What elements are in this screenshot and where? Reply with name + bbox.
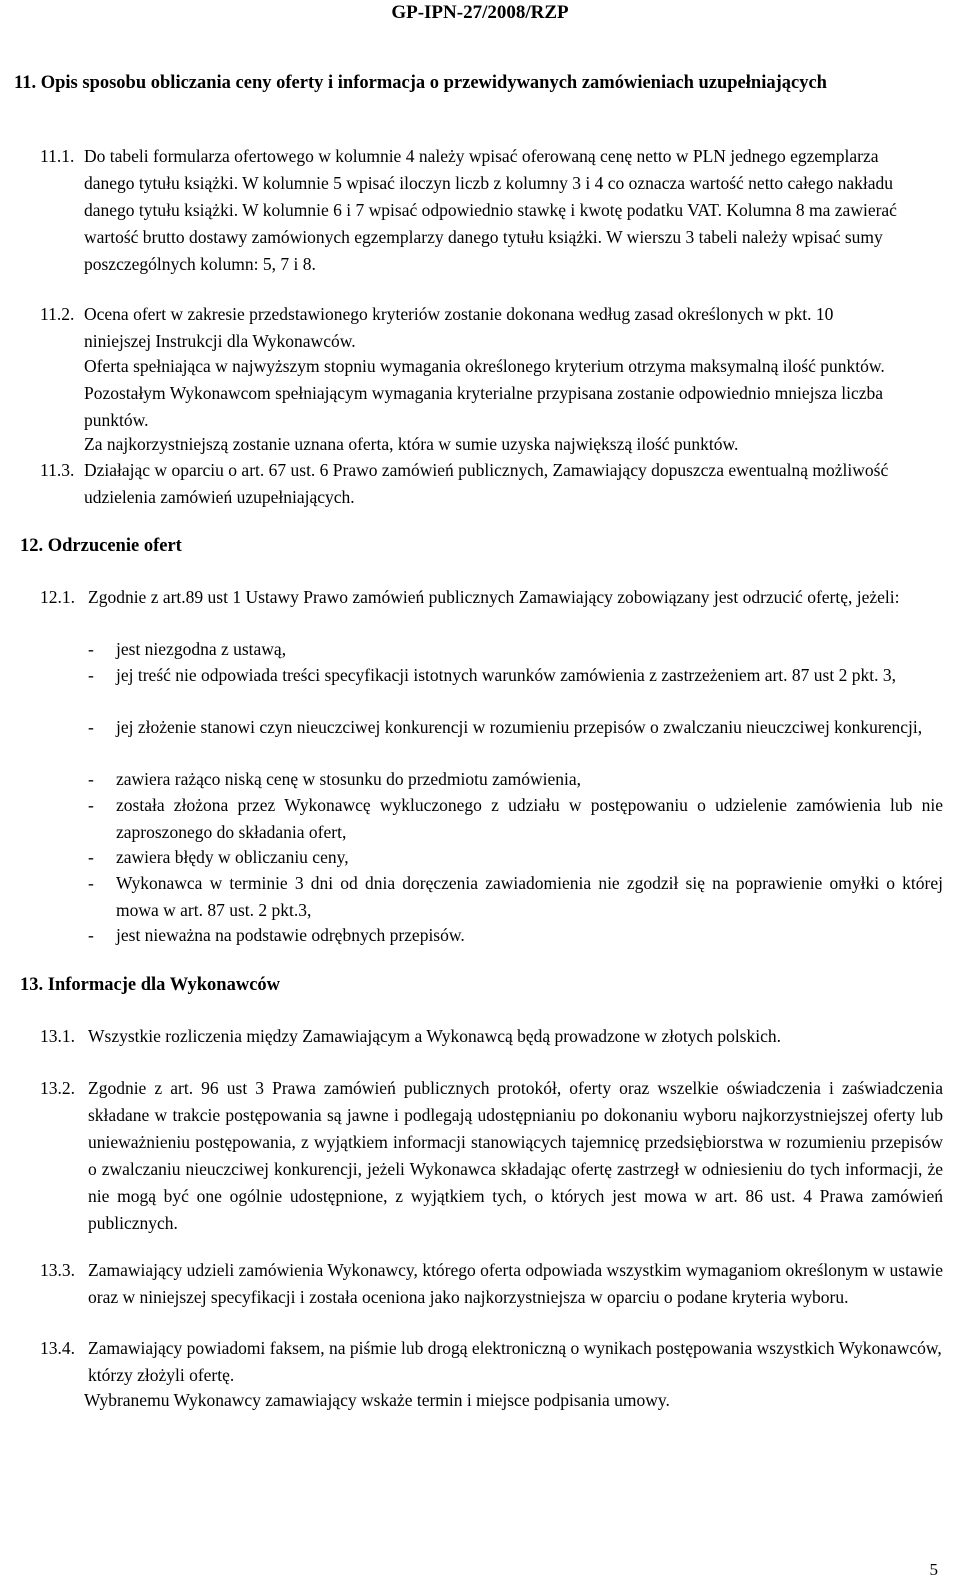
page-number: 5	[929, 1560, 938, 1579]
paragraph-number: 11.3.	[40, 460, 75, 480]
list-item: Wykonawca w terminie 3 dni od dnia doręczenia zawiadomienia nie zgodził się na poprawienie omyłki o której mowa w art. 87 ust. 2 pkt.3,	[116, 873, 943, 920]
paragraph-13-4-cont: Wybranemu Wykonawcy zamawiający wskaże termin i miejsce podpisania umowy.	[84, 1390, 670, 1410]
paragraph-number: 11.2.	[40, 304, 75, 324]
paragraph-number: 13.4.	[40, 1338, 75, 1358]
paragraph-11-2: Ocena ofert w zakresie przedstawionego kryteriów zostanie dokonana według zasad określonych w pkt. 10 niniejszej Instrukcji dla Wykonawców.	[84, 304, 834, 351]
list-item: jest nieważna na podstawie odrębnych przepisów.	[116, 925, 465, 945]
paragraph-11-1: Do tabeli formularza ofertowego w kolumnie 4 należy wpisać oferowaną cenę netto w PLN jednego egzemplarza danego tytułu książki. W kolumnie 5 wpisać iloczyn liczb z kolumny 3 i 4 co oznacza wartość netto całego nakładu danego tytułu książki. W kolumnie 6 i 7 wpisać odpowiednio stawkę i kwotę podatku VAT. Kolumna 8 ma zawierać wartość brutto dostawy zamówionych egzemplarzy danego tytułu książki. W wierszu 3 tabeli należy wpisać sumy poszczególnych kolumn: 5, 7 i 8.	[84, 146, 897, 274]
paragraph-13-2: Zgodnie z art. 96 ust 3 Prawa zamówień publicznych protokół, oferty oraz wszelkie oświadczenia i zaświadczenia składane w trakcie postępowania są jawne i podlegają udostępnianiu po dokonaniu wyboru najkorzystniejszej oferty lub unieważnieniu postępowania, z wyjątkiem informacji stanowiących tajemnicę przedsiębiorstwa w rozumieniu przepisów o zwalczaniu nieuczciwej konkurencji, jeżeli Wykonawca składając ofertę zastrzegł w odniesieniu do tych informacji, że nie mogą być one ogólnie udostępnione, z wyjątkiem tych, o których jest mowa w art. 86 ust. 4 Prawa zamówień publicznych.	[88, 1078, 943, 1233]
paragraph-number: 11.1.	[40, 146, 75, 166]
list-item: jest niezgodna z ustawą,	[116, 639, 287, 659]
list-item: zawiera błędy w obliczaniu ceny,	[116, 847, 349, 867]
paragraph-13-1: Wszystkie rozliczenia między Zamawiającym a Wykonawcą będą prowadzone w złotych polskich.	[88, 1026, 782, 1046]
list-item: została złożona przez Wykonawcę wykluczonego z udziału w postępowaniu o udzielenie zamówienia lub nie zaproszonego do składania ofert,	[116, 795, 943, 842]
list-item: jej złożenie stanowi czyn nieuczciwej konkurencji w rozumieniu przepisów o zwalczaniu nieuczciwej konkurencji,	[116, 717, 923, 737]
section-13-heading: 13. Informacje dla Wykonawców	[20, 975, 281, 995]
paragraph-11-2-cont: Oferta spełniająca w najwyższym stopniu wymagania określonego kryterium otrzyma maksymalną ilość punktów. Pozostałym Wykonawcom spełniającym wymagania kryterialne przypisana zostanie odpowiednio mniejsza liczba punktów.	[84, 356, 885, 430]
section-12-heading: 12. Odrzucenie ofert	[20, 536, 182, 556]
list-item: zawiera rażąco niską cenę w stosunku do przedmiotu zamówienia,	[116, 769, 582, 789]
document-page: GP-IPN-27/2008/RZP 11. Opis sposobu obliczania ceny oferty i informacja o przewidywanych zamówieniach uzupełniających 11.1. Do tabeli formularza ofertowego w kolumnie 4 należy wpisać oferowaną cenę netto w PLN jednego egzemplarza danego tytułu książki. W kolumnie 5 wpisać iloczyn liczb z kolumny 3 i 4 co oznacza wartość netto całego nakładu danego tytułu książki. W kolumnie 6 i 7 wpisać odpowiednio stawkę i kwotę podatku VAT. Kolumna 8 ma zawierać wartość brutto dostawy zamówionych egzemplarzy danego tytułu książki. W wierszu 3 tabeli należy wpisać sumy poszczególnych kolumn: 5, 7 i 8. 11.2. Ocena ofert w zakresie przedstawionego kryteriów zostanie dokonana według zasad określonych w pkt. 10 niniejszej Instrukcji dla Wykonawców. Oferta spełniająca w najwyższym stopniu wymagania określonego kryterium otrzyma maksymalną ilość punktów. Pozostałym Wykonawcom spełniającym wymagania kryterialne przypisana zostanie odpowiednio mniejsza liczba punktów. Za najkorzystniejszą zostanie uznana oferta, która w sumie uzyska największą ilość punktów. 11.3. Działając w oparciu o art. 67 ust. 6 Prawo zamówień publicznych, Zamawiający dopuszcza ewentualną możliwość udzielenia zamówień uzupełniających. 12. Odrzucenie ofert 12.1. Zgodnie z art.89 ust 1 Ustawy Prawo zamówień publicznych Zamawiający zobowiązany jest odrzucić ofertę, jeżeli: - jest niezgodna z ustawą, - jej treść nie odpowiada treści specyfikacji istotnych warunków zamówienia z zastrzeżeniem art. 87 ust 2 pkt. 3, - jej złożenie stanowi czyn nieuczciwej konkurencji w rozumieniu przepisów o zwalczaniu nieuczciwej konkurencji, - zawiera rażąco niską cenę w stosunku do przedmiotu zamówienia, - została złożona przez Wykonawcę wykluczonego z udziału w postępowaniu o udzielenie zamówienia lub nie zaproszonego do składania ofert, - zawiera błędy w obliczaniu ceny, - Wykonawca w terminie 3 dni od dnia doręczenia zawiadomienia nie zgodził się na poprawienie omyłki o której mowa w art. 87 ust. 2 pkt.3, - jest nieważna na podstawie odrębnych przepisów. 13. Informacje dla Wykonawców 13.1. Wszystkie rozliczenia między Zamawiającym a Wykonawcą będą prowadzone w złotych polskich. 13.2. Zgodnie z art. 96 ust 3 Prawa zamówień publicznych protokół, oferty oraz wszelkie oświadczenia i zaświadczenia składane w trakcie postępowania są jawne i podlegają udostępnianiu po dokonaniu wyboru najkorzystniejszej oferty lub unieważnieniu postępowania, z wyjątkiem informacji stanowiących tajemnicę przedsiębiorstwa w rozumieniu przepisów o zwalczaniu nieuczciwej konkurencji, jeżeli Wykonawca składając ofertę zastrzegł w odniesieniu do tych informacji, że nie mogą być one ogólnie udostępnione, z wyjątkiem tych, o których jest mowa w art. 86 ust. 4 Prawa zamówień publicznych. 13.3. Zamawiający udzieli zamówienia Wykonawcy, którego oferta odpowiada wszystkim wymaganiom określonym w ustawie oraz w niniejszej specyfikacji i została oceniona jako najkorzystniejsza w oparciu o podane kryteria wyboru. 13.4. Zamawiający powiadomi faksem, na piśmie lub drogą elektroniczną o wynikach postępowania wszystkich Wykonawców, którzy złożyli ofertę. Wybranemu Wykonawcy zamawiający wskaże termin i miejsce podpisania umowy. 5	[0, 0, 960, 1589]
paragraph-number: 13.1.	[40, 1026, 75, 1046]
paragraph-number: 12.1.	[40, 587, 75, 607]
paragraph-13-4: Zamawiający powiadomi faksem, na piśmie lub drogą elektroniczną o wynikach postępowania wszystkich Wykonawców, którzy złożyli ofertę.	[88, 1338, 942, 1385]
paragraph-number: 13.2.	[40, 1078, 75, 1098]
list-item: jej treść nie odpowiada treści specyfikacji istotnych warunków zamówienia z zastrzeżeniem art. 87 ust 2 pkt. 3,	[116, 665, 896, 685]
section-11-heading: 11. Opis sposobu obliczania ceny oferty i informacja o przewidywanych zamówieniach uzupełniających	[14, 73, 827, 93]
paragraph-13-3: Zamawiający udzieli zamówienia Wykonawcy, którego oferta odpowiada wszystkim wymaganiom określonym w ustawie oraz w niniejszej specyfikacji i została oceniona jako najkorzystniejsza w oparciu o podane kryteria wyboru.	[88, 1260, 943, 1307]
paragraph-12-1: Zgodnie z art.89 ust 1 Ustawy Prawo zamówień publicznych Zamawiający zobowiązany jest odrzucić ofertę, jeżeli:	[88, 587, 900, 607]
document-id-header: GP-IPN-27/2008/RZP	[391, 2, 569, 23]
paragraph-number: 13.3.	[40, 1260, 75, 1280]
paragraph-11-3: Działając w oparciu o art. 67 ust. 6 Prawo zamówień publicznych, Zamawiający dopuszcza ewentualną możliwość udzielenia zamówień uzupełniających.	[84, 460, 889, 507]
paragraph-11-2-final: Za najkorzystniejszą zostanie uznana oferta, która w sumie uzyska największą ilość punktów.	[84, 434, 739, 454]
